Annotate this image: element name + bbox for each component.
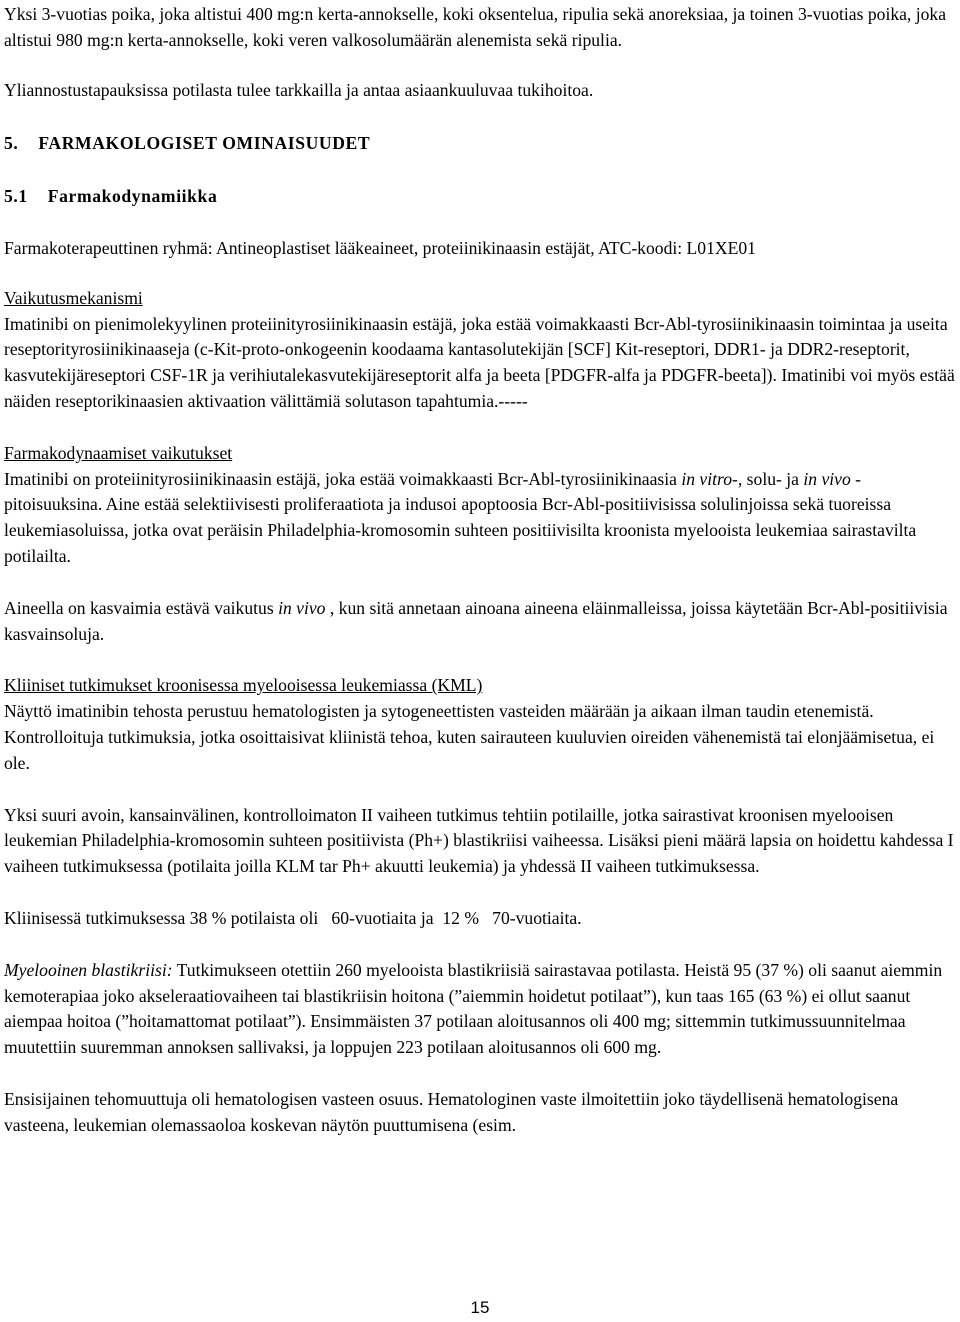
- effects-text-a: Imatinibi on proteiinityrosiinikinaasin estäjä, joka estää voimakkaasti Bcr-Abl-tyrosiinikinaasia: [4, 468, 682, 489]
- document-page: [4, 0, 958, 1139]
- age-distribution-paragraph: Kliinisessä tutkimuksessa 38 % potilaista oli 60-vuotiaita ja 12 % 70-vuotiaita.: [4, 907, 582, 928]
- page-number: 15: [470, 1298, 490, 1317]
- effects-in-vivo: in vivo: [803, 468, 851, 489]
- section-5-1-heading: 5.1 Farmakodynamiikka: [4, 186, 218, 207]
- mechanism-title: Vaikutusmekanismi: [4, 287, 143, 308]
- overdose-management-paragraph: Yliannostustapauksissa potilasta tulee tarkkailla ja antaa asiaankuuluvaa tukihoitoa.: [4, 79, 594, 100]
- pharmacodynamic-effects-title: Farmakodynaamiset vaikutukset: [4, 442, 233, 463]
- tumor-in-vivo: in vivo: [278, 597, 326, 618]
- blast-crisis-body: Tutkimukseen otettiin 260 myelooista blastikriisiä sairastavaa potilasta. Heistä 95 (37 %) oli saanut aiemmin kemoterapiaa joko akseleraatiovaiheen tai blastikriisin hoitona (”aiemmin hoidetut potilaat”), kun taas 165 (63 %) ei ollut saanut aiempaa hoitoa (”hoitamattomat potilaat”). Ensimmäisten 37 potilaan aloitusannos oli 400 mg; sittemmin tutkimussuunnitelmaa muutettiin suuremman annoksen sallivaksi, ja loppujen 223 potilaan aloitusannos oli 600 mg.: [4, 959, 943, 1058]
- pharmacodynamic-effects-body: [4, 467, 958, 570]
- tumor-text-a: Aineella on kasvaimia estävä vaikutus: [4, 597, 279, 618]
- blast-crisis-label: Myelooinen blastikriisi:: [4, 959, 173, 980]
- overdose-cases-paragraph: Yksi 3-vuotias poika, joka altistui 400 mg:n kerta-annokselle, koki oksentelua, ripulia sekä anoreksiaa, ja toinen 3-vuotias poika, joka altistui 980 mg:n kerta-annokselle, koki veren valkosolumäärän alenemista sekä ripulia.: [4, 4, 947, 50]
- primary-endpoint-paragraph: Ensisijainen tehomuuttuja oli hematologisen vasteen osuus. Hematologinen vaste ilmoitettiin joko täydellisenä hematologisena vasteena, leukemian olemassaoloa koskevan näytön puuttumisena (esim.: [4, 1088, 899, 1135]
- phase-ii-study-paragraph: Yksi suuri avoin, kansainvälinen, kontrolloimaton II vaiheen tutkimus tehtiin potilaille, jotka sairastivat kroonisen myelooisen leukemian Philadelphia-kromosomin suhteen positiivista (Ph+) blastikriisi vaiheessa. Lisäksi pieni määrä lapsia on hoidettu kahdessa I vaiheen tutkimuksessa (potilaita joilla KLM tar Ph+ akuutti leukemia) ja yhdessä II vaiheen tutkimuksessa.: [4, 804, 954, 877]
- effects-text-b: -, solu- ja: [732, 468, 804, 489]
- tumor-text-b: , kun sitä annetaan ainoana aineena eläinmalleissa, joissa käytetään Bcr-Abl-positiivisia kasvainsoluja.: [4, 597, 948, 644]
- effects-text-c: -pitoisuuksina. Aine estää selektiivisesti proliferaatiota ja indusoi apoptoosia Bcr-Abl-positiivisissa solulinjoissa sekä tuoreissa leukemiasoluissa, jotka ovat peräisin Philadelphia-kromosomin suhteen positiivisilta kroonista myelooista leukemiaa sairastavilta potilailta.: [4, 468, 917, 566]
- blast-crisis-paragraph: [4, 958, 958, 1061]
- pharmacotherapeutic-group-paragraph: Farmakoterapeuttinen ryhmä: Antineoplastiset lääkeaineet, proteiinikinaasin estäjät, ATC-koodi: L01XE01: [4, 237, 756, 258]
- clinical-studies-title: Kliiniset tutkimukset kroonisessa myelooisessa leukemiassa (KML): [4, 675, 483, 696]
- clinical-evidence-paragraph: Näyttö imatinibin tehosta perustuu hematologisten ja sytogeneettisten vasteiden määrään ja aikaan ilman taudin etenemistä. Kontrolloituja tutkimuksia, jotka osoittaisivat kliinistä tehoa, kuten sairauteen kuuluvien oireiden vähenemistä tai elonjäämisetua, ei ole.: [4, 701, 935, 773]
- section-5-heading: 5. FARMAKOLOGISET OMINAISUUDET: [4, 133, 371, 154]
- antitumor-effect-paragraph: [4, 596, 958, 648]
- effects-in-vitro: in vitro: [681, 468, 733, 489]
- mechanism-body: Imatinibi on pienimolekyylinen proteiinityrosiinikinaasin estäjä, joka estää voimakkaasti Bcr-Abl-tyrosiinikinaasin toimintaa ja useita reseptorityrosiinikinaaseja (c-Kit-proto-onkogeenin koodaama kantasolutekijän [SCF] Kit-reseptori, DDR1- ja DDR2-reseptorit, kasvutekijäreseptori CSF-1R ja verihiutalekasvutekijäreseptorit alfa ja beeta [PDGFR-alfa ja PDGFR-beeta]). Imatinibi voi myös estää näiden reseptorikinaasien aktivaation välittämiä solutason tapahtumia.-----: [4, 313, 955, 411]
